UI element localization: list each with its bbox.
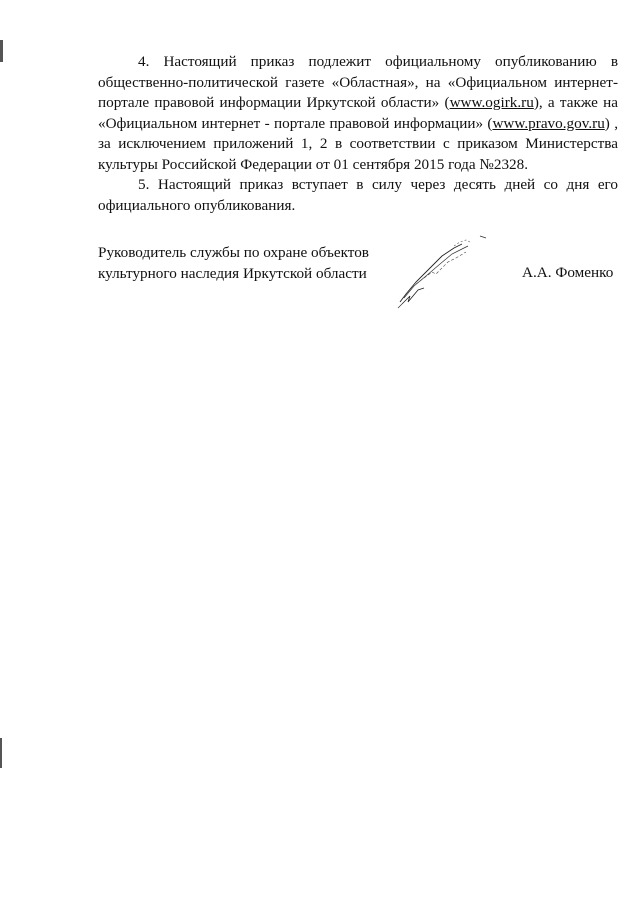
paragraph-4-outro: ) , за исключением приложений 1, 2 в соответствии с приказом Министерства культуры Российской Федерации от 01 сентября 2015 года №2328. (98, 114, 618, 173)
paragraph-4 (98, 52, 618, 175)
signatory-position (98, 243, 369, 284)
paragraph-4-middle: ), а также на «Официальном интернет - портале правовой информации» ( (98, 94, 619, 132)
handwritten-signature (396, 232, 496, 310)
signatory-position-line2: культурного наследия Иркутской области (98, 264, 367, 282)
signatory-position-line1: Руководитель службы по охране объектов (98, 244, 369, 261)
scan-edge-mark (0, 40, 3, 62)
paragraph-5: 5. Настоящий приказ вступает в силу через десять дней со дня его официального опубликования. (98, 176, 618, 214)
link-ogirk[interactable]: www.ogirk.ru (449, 94, 534, 111)
link-pravo[interactable]: www.pravo.gov.ru (492, 114, 605, 132)
signatory-name: А.А. Фоменко (522, 264, 614, 281)
scan-edge-mark (0, 738, 2, 768)
paragraph-4-intro: 4. Настоящий приказ подлежит официальному опубликованию в общественно-политической газете «Областная», на «Официальном интернет-портале правовой информации Иркутской области» ( (98, 53, 618, 111)
